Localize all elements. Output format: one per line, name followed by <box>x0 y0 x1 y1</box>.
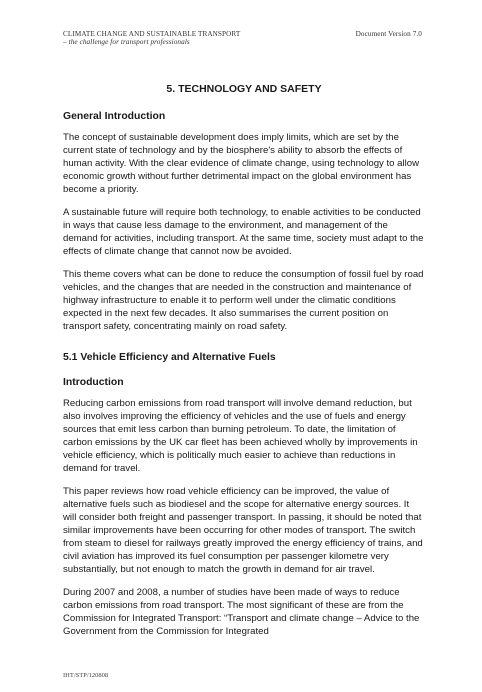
paragraph: During 2007 and 2008, a number of studies have been made of ways to reduce carbon emissions from road transport. The most significant of these are from the Commission for Integrated Transport: “Transport and climate change – Advice to the Government from the Commission for Integrated <box>63 587 420 637</box>
paragraph: This paper reviews how road vehicle efficiency can be improved, the value of alternative fuels such as biodiesel and the scope for alternative energy sources. It will consider both freight and passenger transport. In passing, it should be noted that similar improvements have been occurring for other modes of transport. The switch from steam to diesel for railways greatly improved the energy efficiency of trains, and civil aviation has improved its fuel consumption per passenger kilometre very substantially, but not enough to match the growth in demand for air travel. <box>63 486 423 575</box>
section-heading: 5.1 Vehicle Efficiency and Alternative Fuels <box>63 352 276 363</box>
header-version: Document Version 7.0 <box>355 30 422 38</box>
paragraph: Reducing carbon emissions from road transport will involve demand reduction, but also involves improving the efficiency of vehicles and the use of fuels and energy sources that emit less carbon than burning petroleum. To date, the limitation of carbon emissions by the UK car fleet has been achieved wholly by improvements in vehicle efficiency, which is politically much easier to achieve than reductions in demand for travel. <box>63 398 418 474</box>
document-body <box>63 83 425 648</box>
footer-reference: IHT/STP/120808 <box>63 672 109 679</box>
paragraph: The concept of sustainable development does imply limits, which are set by the current state of technology and by the biosphere's ability to absorb the effects of human activity. With the clear evidence of climate change, using technology to allow economic growth without further detrimental impact on the global environment has become a priority. <box>63 132 420 195</box>
paragraph: This theme covers what can be done to reduce the consumption of fossil fuel by road vehicles, and the changes that are needed in the construction and maintenance of highway infrastructure to enable it to perform well under the climatic conditions expected in the next few decades. It also summarises the current position on transport safety, concentrating mainly on road safety. <box>63 269 424 332</box>
introduction-subheading: Introduction <box>63 377 124 388</box>
paragraph: A sustainable future will require both technology, to enable activities to be conducted in ways that cause less damage to the environment, and management of the demand for activities, including transport. At the same time, society must adapt to the effects of climate change that cannot now be avoided. <box>63 207 424 257</box>
header-subtitle: – the challenge for transport professionals <box>63 38 190 46</box>
general-introduction-heading: General Introduction <box>63 111 166 122</box>
running-header-left <box>63 30 240 46</box>
chapter-title: 5. TECHNOLOGY AND SAFETY <box>166 83 322 95</box>
header-title: CLIMATE CHANGE AND SUSTAINABLE TRANSPORT <box>63 30 241 38</box>
